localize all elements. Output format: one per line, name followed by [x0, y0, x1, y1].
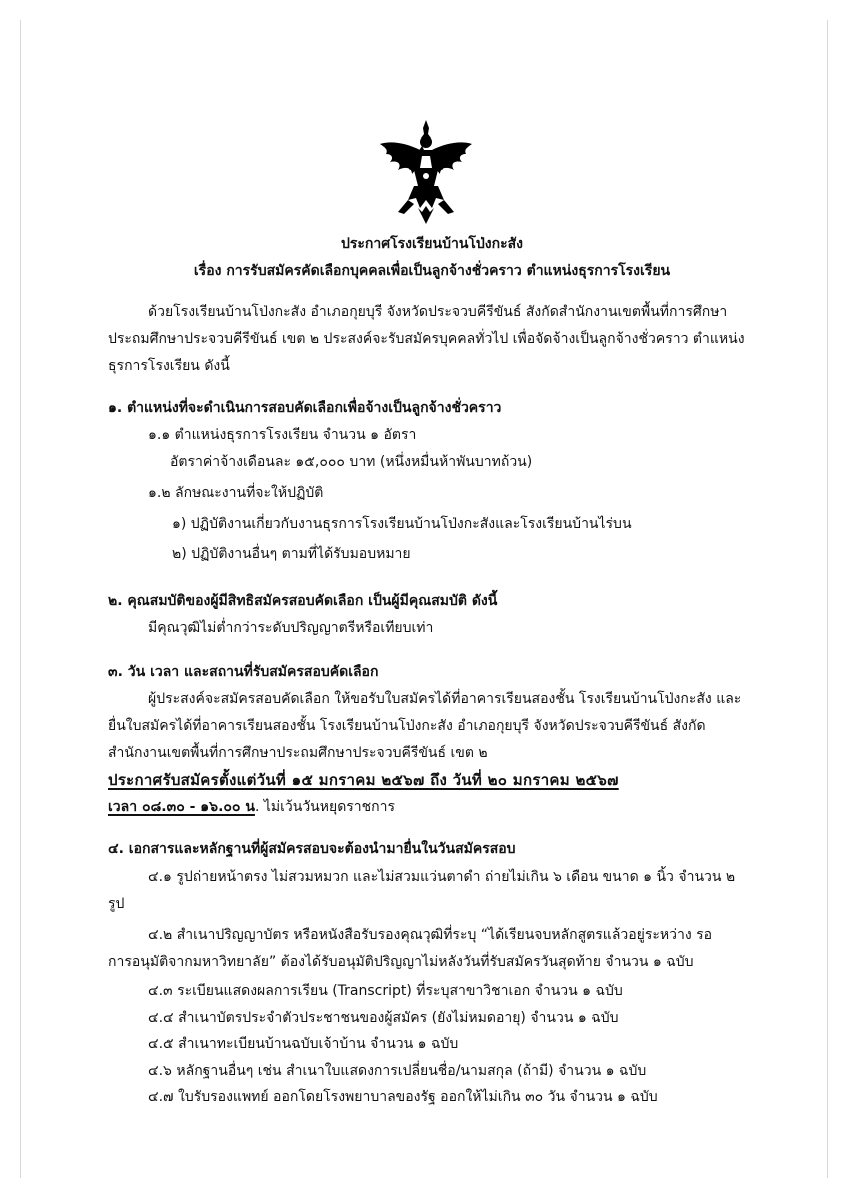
intro-line-2: ประถมศึกษาประจวบคีรีขันธ์ เขต ๒ ประสงค์จะรับสมัครบุคคลทั่วไป เพื่อจัดจ้างเป็นลูกจ้างชั่วคราว ตำแหน่ง: [108, 331, 745, 347]
intro-line-3: ธุรการโรงเรียน ดังนี้: [108, 358, 230, 374]
section-4-heading: ๔. เอกสารและหลักฐานที่ผู้สมัครสอบจะต้องนำมายื่นในวันสมัครสอบ: [108, 841, 516, 857]
section-1-item-2: ๑.๒ ลักษณะงานที่จะให้ปฏิบัติ: [148, 485, 324, 501]
section-4-item-7: ๔.๗ ใบรับรองแพทย์ ออกโดยโรงพยาบาลของรัฐ ออกให้ไม่เกิน ๓๐ วัน จำนวน ๑ ฉบับ: [148, 1089, 658, 1105]
announcement-subject: เรื่อง การรับสมัครคัดเลือกบุคคลเพื่อเป็นลูกจ้างชั่วคราว ตำแหน่งธุรการโรงเรียน: [193, 263, 671, 279]
section-1-duty-2: ๒) ปฏิบัติงานอื่นๆ ตามที่ได้รับมอบหมาย: [172, 546, 411, 562]
section-3-time-suffix: . ไม่เว้นวันหยุดราชการ: [254, 799, 396, 815]
section-1-duty-1: ๑) ปฏิบัติงานเกี่ยวกับงานธุรการโรงเรียนบ้านโป่งกะสังและโรงเรียนบ้านไร่บน: [172, 516, 632, 532]
section-4-item-2: ๔.๒ สำเนาปริญญาบัตร หรือหนังสือรับรองคุณวุฒิที่ระบุ “ได้เรียนจบหลักสูตรแล้วอยู่ระหว่าง รอ: [148, 927, 713, 943]
section-4-item-5: ๔.๕ สำเนาทะเบียนบ้านฉบับเจ้าบ้าน จำนวน ๑ ฉบับ: [148, 1036, 459, 1052]
section-4-item-6: ๔.๖ หลักฐานอื่นๆ เช่น สำเนาใบแสดงการเปลี่ยนชื่อ/นามสกุล (ถ้ามี) จำนวน ๑ ฉบับ: [148, 1063, 647, 1079]
section-3-heading: ๓. วัน เวลา และสถานที่รับสมัครสอบคัดเลือก: [108, 664, 379, 680]
section-2-text: มีคุณวุฒิไม่ต่ำกว่าระดับปริญญาตรีหรือเทียบเท่า: [148, 620, 434, 636]
intro-line-1: ด้วยโรงเรียนบ้านโป่งกะสัง อำเภอกุยบุรี จังหวัดประจวบคีรีขันธ์ สังกัดสำนักงานเขตพื้นที่การศึกษา: [148, 304, 728, 320]
section-3-dates: ประกาศรับสมัครตั้งแต่วันที่ ๑๕ มกราคม ๒๕๖๗ ถึง วันที่ ๒๐ มกราคม ๒๕๖๗: [108, 771, 619, 789]
section-3-line-1: ผู้ประสงค์จะสมัครสอบคัดเลือก ให้ขอรับใบสมัครได้ที่อาคารเรียนสองชั้น โรงเรียนบ้านโป่งกะสัง และ: [148, 691, 742, 707]
garuda-emblem-icon: [378, 120, 474, 224]
section-3-line-3: สำนักงานเขตพื้นที่การศึกษาประถมศึกษาประจวบคีรีขันธ์ เขต ๒: [108, 745, 488, 761]
section-4-item-1: ๔.๑ รูปถ่ายหน้าตรง ไม่สวมหมวก และไม่สวมแว่นตาดำ ถ่ายไม่เกิน ๖ เดือน ขนาด ๑ นิ้ว จำนวน ๒: [148, 869, 736, 885]
announcement-title: ประกาศโรงเรียนบ้านโป่งกะสัง: [340, 236, 524, 252]
section-1-item-1: ๑.๑ ตำแหน่งธุรการโรงเรียน จำนวน ๑ อัตรา: [148, 427, 417, 443]
section-2-heading: ๒. คุณสมบัติของผู้มีสิทธิสมัครสอบคัดเลือก เป็นผู้มีคุณสมบัติ ดังนี้: [108, 593, 498, 609]
section-4-item-2-cont: การอนุมัติจากมหาวิทยาลัย” ต้องได้รับอนุมัติปริญญาไม่หลังวันที่รับสมัครวันสุดท้าย จำนวน ๑ ฉบับ: [108, 954, 694, 970]
section-4-item-4: ๔.๔ สำเนาบัตรประจำตัวประชาชนของผู้สมัคร (ยังไม่หมดอายุ) จำนวน ๑ ฉบับ: [148, 1010, 619, 1026]
section-3-line-2: ยื่นใบสมัครได้ที่อาคารเรียนสองชั้น โรงเรียนบ้านโป่งกะสัง อำเภอกุยบุรี จังหวัดประจวบคีรีขันธ์ สังกัด: [108, 718, 706, 734]
section-1-wage: อัตราค่าจ้างเดือนละ ๑๕,๐๐๐ บาท (หนึ่งหมื่นห้าพันบาทถ้วน): [170, 454, 533, 470]
section-4-item-1-cont: รูป: [108, 896, 125, 912]
section-3-time: เวลา ๐๘.๓๐ - ๑๖.๐๐ น: [108, 799, 255, 815]
section-4-item-3: ๔.๓ ระเบียนแสดงผลการเรียน (Transcript) ที่ระบุสาขาวิชาเอก จำนวน ๑ ฉบับ: [148, 983, 623, 999]
section-3-time-row: [108, 795, 395, 819]
section-1-heading: ๑. ตำแหน่งที่จะดำเนินการสอบคัดเลือกเพื่อจ้างเป็นลูกจ้างชั่วคราว: [108, 400, 502, 416]
